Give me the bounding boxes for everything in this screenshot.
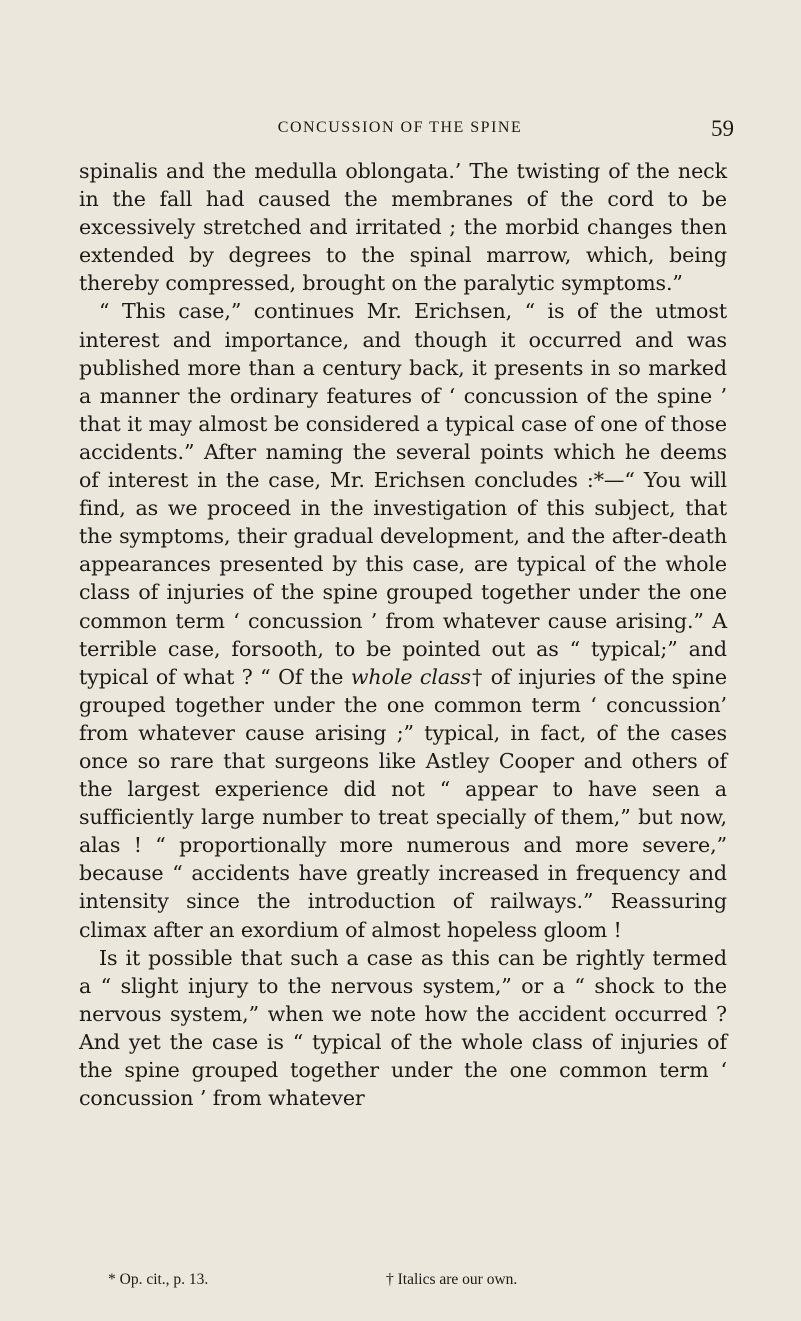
footnote-op-cit: * Op. cit., p. 13. [108, 1271, 209, 1288]
paragraph-text-part-2: † of injuries of the spine grouped together under the one common term ‘ concussion’ from whatever cause arising ;” typical, in fact, of the cases once so rare that surgeons like Astley Cooper and others of the largest experience did not “ appear to have seen a sufficiently large number to treat specially of them,” but now, alas ! “ proportionally more numerous and more severe,” because “ accidents have greatly increased in frequency and intensity since the introduction of railways.” Reassuring climax after an exordium of almost hopeless gloom ! [79, 664, 727, 942]
paragraph-question: Is it possible that such a case as this can be rightly termed a “ slight injury to the nervous system,” or a “ shock to the nervous system,” when we note how the accident occurred ? And yet the case is “ typical of the whole class of injuries of the spine grouped together under the one common term ‘ concussion ’ from whatever [79, 945, 727, 1111]
page-number: 59 [711, 116, 734, 141]
footnotes [70, 1271, 710, 1293]
paragraph-erichsen-quote [79, 297, 727, 943]
running-head [70, 116, 734, 141]
italic-emphasis: whole class [350, 664, 471, 689]
footnote-italics: † Italics are our own. [386, 1271, 518, 1288]
running-title: CONCUSSION OF THE SPINE [277, 119, 523, 136]
paragraph-text-part-1: “ This case,” continues Mr. Erichsen, “ is of the utmost interest and importance, and though it occurred and was published more than a century back, it presents in so marked a manner the ordinary features of ‘ concussion of the spine ’ that it may almost be considered a typical case of one of those accidents.” After naming the several points which he deems of interest in the case, Mr. Erichsen concludes :*—“ You will find, as we proceed in the investigation of this subject, that the symptoms, their gradual development, and the after-death appearances presented by this case, are typical of the whole class of injuries of the spine grouped together under the one common term ‘ concussion ’ from whatever cause arising.” A terrible case, forsooth, to be pointed out as “ typical;” and typical of what ? “ Of the [79, 299, 727, 689]
paragraph-continued: spinalis and the medulla oblongata.’ The twisting of the neck in the fall had caused the membranes of the cord to be excessively stretched and irritated ; the morbid changes then extended by degrees to the spinal marrow, which, being thereby compressed, brought on the paralytic symptoms.” [79, 159, 727, 296]
body-text [79, 157, 727, 1112]
